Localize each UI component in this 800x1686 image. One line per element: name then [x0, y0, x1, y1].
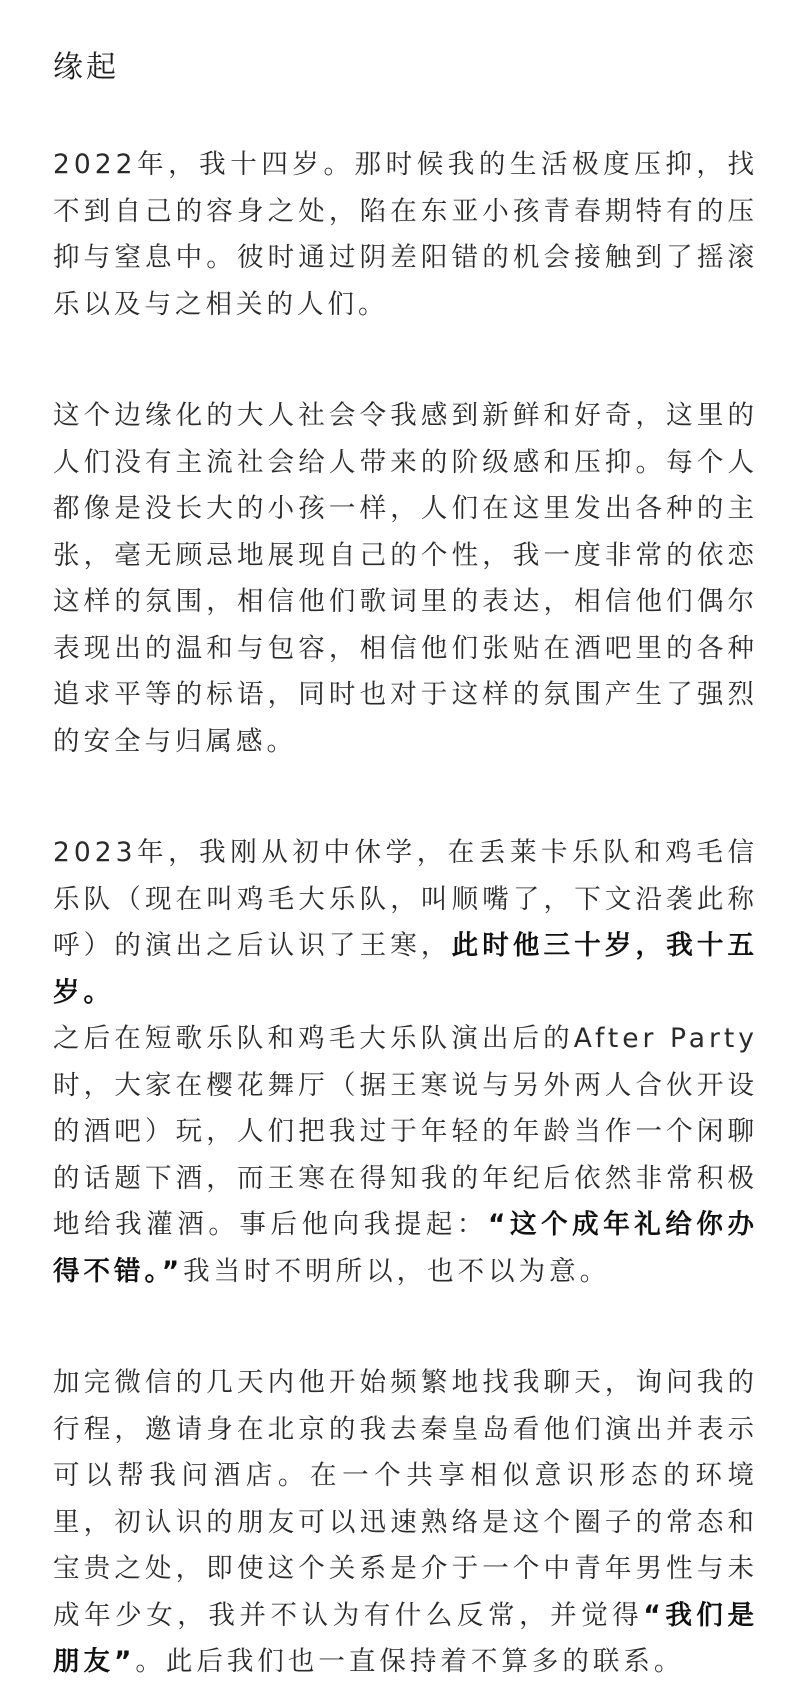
paragraph-5: [53, 1360, 758, 1686]
paragraph-gap: [53, 328, 758, 393]
paragraph-gap: [53, 1295, 758, 1360]
article-heading: 缘起: [53, 50, 119, 85]
paragraph-4-bold-quote: “这个成年礼给你办得不错。”: [53, 1209, 759, 1287]
paragraph-4-text: 之后在短歌乐队和鸡毛大乐队演出后的After Party时，大家在樱花舞厅（据王寒说与另外两人合伙开设的酒吧）玩，人们把我过于年轻的年龄当作一个闲聊的话题下酒，而王寒在得知我的年纪后依然非常积极地给我灌酒。事后他向我提起：: [53, 1023, 758, 1240]
paragraph-5-text: 加完微信的几天内他开始频繁地找我聊天，询问我的行程，邀请身在北京的我去秦皇岛看他们演出并表示可以帮我问酒店。在一个共享相似意识形态的环境里，初认识的朋友可以迅速熟络是这个圈子的常态和宝贵之处，即使这个关系是介于一个中青年男性与未成年少女，我并不认为有什么反常，并觉得: [53, 1367, 758, 1631]
paragraph-5-text-end: 。此后我们也一直保持着不算多的联系。: [135, 1646, 685, 1677]
paragraph-4-text-end: 我当时不明所以，也不以为意。: [183, 1255, 611, 1287]
paragraph-3-text: 2023年，我刚从初中休学，在丢莱卡乐队和鸡毛信乐队（现在叫鸡毛大乐队，叫顺嘴了，下文沿袭此称呼）的演出之后认识了王寒，: [53, 837, 758, 961]
paragraph-1: 2022年，我十四岁。那时候我的生活极度压抑，找不到自己的容身之处，陷在东亚小孩青春期特有的压抑与窒息中。彼时通过阴差阳错的机会接触到了摇滚乐以及与之相关的人们。: [53, 149, 758, 320]
paragraph-3: [53, 830, 758, 1016]
paragraph-3-bold-text: 此时他三十岁，我十五岁。: [53, 930, 759, 1008]
paragraph-gap: [53, 765, 758, 830]
paragraph-4: [53, 1016, 758, 1295]
paragraph-5-bold-quote: “我们是朋友”: [53, 1599, 759, 1677]
paragraph-2: 这个边缘化的大人社会令我感到新鲜和好奇，这里的人们没有主流社会给人带来的阶级感和压抑。每个人都像是没长大的小孩一样，人们在这里发出各种的主张，毫无顾忌地展现自己的个性，我一度非常的依恋这样的氛围，相信他们歌词里的表达，相信他们偶尔表现出的温和与包容，相信他们张贴在酒吧里的各种追求平等的标语，同时也对于这样的氛围产生了强烈的安全与归属感。: [53, 400, 758, 757]
